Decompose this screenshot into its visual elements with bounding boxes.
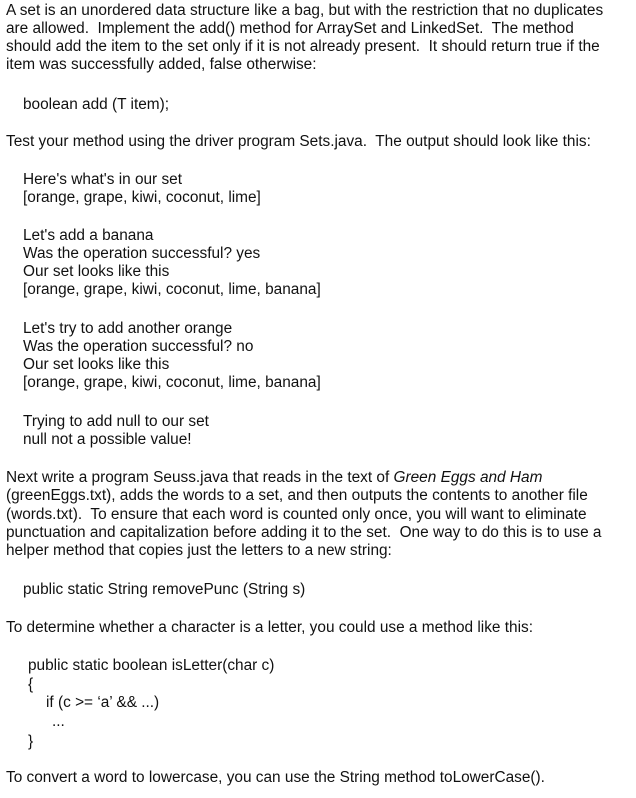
output-line: Let's try to add another orange: [23, 320, 233, 337]
seuss-line-1-text: Next write a program Seuss.java that reads in the text of: [6, 469, 394, 486]
code-ellipsis: ...: [52, 713, 65, 730]
intro-line-3: should add the item to the set only if it is not already present. It should return true if the: [6, 38, 600, 55]
output-line: [orange, grape, kiwi, coconut, lime, banana]: [23, 281, 321, 298]
isletter-signature: public static boolean isLetter(char c): [28, 657, 275, 674]
output-line: Let's add a banana: [23, 227, 154, 244]
output-line: [orange, grape, kiwi, coconut, lime]: [23, 189, 261, 206]
output-line: null not a possible value!: [23, 431, 192, 448]
code-close-brace: }: [28, 733, 34, 750]
output-line: Was the operation successful? yes: [23, 245, 261, 262]
output-line: Was the operation successful? no: [23, 338, 254, 355]
lowercase-line: To convert a word to lowercase, you can use the String method toLowerCase().: [6, 769, 545, 786]
code-if-line: if (c >= ‘a’ && ...): [46, 694, 160, 711]
output-line: Our set looks like this: [23, 263, 170, 280]
output-line: Trying to add null to our set: [23, 413, 209, 430]
seuss-line-2: (greenEggs.txt), adds the words to a set, and then outputs the contents to another file: [6, 487, 588, 504]
seuss-line-4: punctuation and capitalization before adding it to the set. One way to do this is to use a: [6, 524, 602, 541]
intro-line-2: are allowed. Implement the add() method for ArraySet and LinkedSet. The method: [6, 20, 574, 37]
remove-punc-signature: public static String removePunc (String s): [23, 581, 306, 598]
seuss-line-1: [6, 469, 542, 487]
add-signature: boolean add (T item);: [23, 96, 170, 113]
output-line: Our set looks like this: [23, 356, 170, 373]
output-line: [orange, grape, kiwi, coconut, lime, banana]: [23, 374, 321, 391]
test-intro: Test your method using the driver program Sets.java. The output should look like this:: [6, 133, 591, 150]
code-open-brace: {: [28, 676, 34, 693]
intro-line-1: A set is an unordered data structure like a bag, but with the restriction that no duplicates: [6, 2, 604, 19]
output-line: Here's what's in our set: [23, 171, 182, 188]
seuss-line-3: (words.txt). To ensure that each word is counted only once, you will want to eliminate: [6, 506, 587, 523]
seuss-line-5: helper method that copies just the letters to a new string:: [6, 542, 392, 559]
intro-line-4: item was successfully added, false otherwise:: [6, 56, 317, 73]
letter-intro: To determine whether a character is a letter, you could use a method like this:: [6, 619, 533, 636]
book-title: Green Eggs and Ham: [393, 469, 543, 486]
